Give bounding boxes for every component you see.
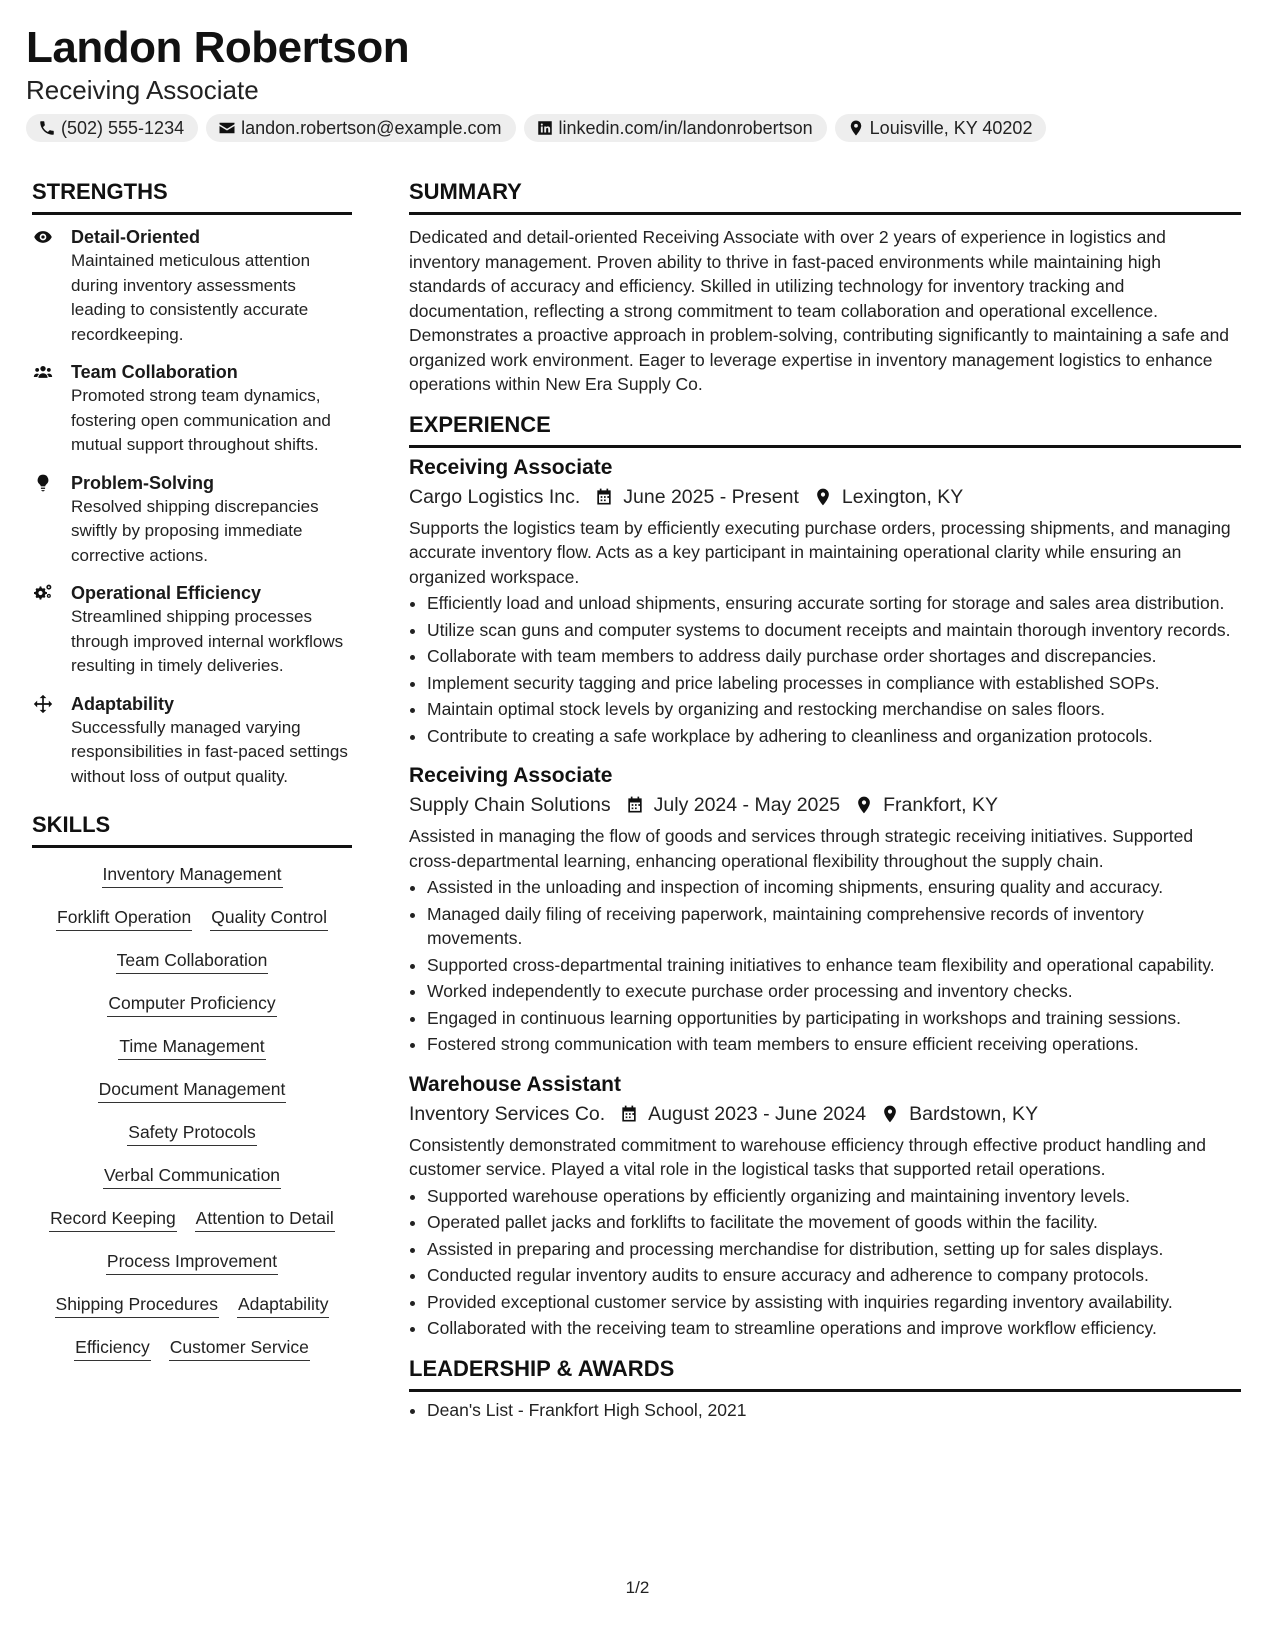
right-column [409, 178, 1241, 1424]
lightbulb-icon [32, 473, 54, 495]
skill-tag: Forklift Operation [56, 905, 192, 931]
strength-title: Operational Efficiency [71, 583, 262, 603]
job-entry [409, 454, 1241, 749]
strength-title: Problem-Solving [71, 472, 215, 493]
contact-linkedin[interactable] [524, 114, 827, 142]
job-description: Consistently demonstrated commitment to warehouse efficiency through effective product handling and customer service. Played a vital role in the logistical tasks that supported retail operations. [409, 1134, 1207, 1179]
strength-title: Team Collaboration [71, 362, 238, 382]
skill-row [32, 1249, 352, 1275]
job-meta [409, 1099, 1241, 1129]
job-company: Cargo Logistics Inc. [409, 485, 581, 508]
contact-location-text: Louisville, KY 40202 [869, 117, 1033, 138]
job-bullets [409, 875, 1241, 1057]
skill-row [32, 1206, 352, 1232]
skill-tag: Safety Protocols [127, 1120, 256, 1146]
contact-phone[interactable] [26, 114, 198, 142]
job-meta [409, 482, 1241, 512]
skill-tag: Attention to Detail [195, 1206, 335, 1232]
job-bullet: • Managed daily filing of receiving paperwork, maintaining comprehensive records of inventory movements. [427, 902, 1241, 951]
job-dates: June 2025 - Present [623, 485, 799, 508]
job-title: Warehouse Assistant [409, 1072, 621, 1096]
job-bullet: • Supported cross-departmental training initiatives to enhance team flexibility and operational capability. [427, 953, 1241, 978]
calendar-icon [594, 487, 614, 507]
contact-linkedin-text: linkedin.com/in/landonrobertson [558, 117, 813, 138]
left-column [32, 178, 352, 1378]
job-company: Supply Chain Solutions [409, 794, 611, 816]
calendar-icon [625, 795, 645, 815]
skill-tag: Document Management [98, 1077, 287, 1103]
candidate-name: Landon Robertson [26, 23, 410, 72]
map-pin-icon [847, 119, 865, 137]
job-bullet: • Efficiently load and unload shipments, ensuring accurate sorting for storage and sales area distribution. [427, 591, 1241, 616]
job-bullet: • Utilize scan guns and computer systems to document receipts and maintain thorough inventory records. [427, 618, 1241, 643]
strength-desc: Successfully managed varying responsibilities in fast-paced settings without loss of output quality. [71, 717, 348, 786]
strength-item [32, 692, 352, 790]
job-meta [409, 790, 1241, 820]
leadership-list [409, 1398, 1241, 1423]
skill-tag: Inventory Management [102, 862, 283, 888]
job-company: Inventory Services Co. [409, 1102, 606, 1125]
skill-tag: Record Keeping [49, 1206, 177, 1232]
job-dates: July 2024 - May 2025 [653, 794, 841, 816]
job-entry [409, 1071, 1241, 1341]
phone-icon [38, 119, 56, 137]
experience-list [409, 454, 1241, 1341]
map-pin-icon [854, 795, 874, 815]
job-bullet: • Contribute to creating a safe workplace by adhering to cleanliness and organization protocols. [427, 724, 1241, 749]
job-bullet: • Collaborated with the receiving team to streamline operations and improve workflow efficiency. [427, 1316, 1241, 1341]
strength-item [32, 360, 352, 458]
skill-row [32, 905, 352, 931]
contact-location[interactable] [835, 114, 1047, 142]
strength-title: Adaptability [71, 693, 175, 714]
leadership-heading: LEADERSHIP & AWARDS [409, 1355, 1241, 1392]
skill-tag: Process Improvement [106, 1249, 278, 1275]
map-pin-icon [880, 1104, 900, 1124]
award-item: • Dean's List - Frankfort High School, 2021 [427, 1398, 1241, 1423]
job-bullet: • Maintain optimal stock levels by organizing and restocking merchandise on sales floors. [427, 697, 1241, 722]
skill-row [32, 1292, 352, 1318]
envelope-icon [218, 119, 236, 137]
job-title: Receiving Associate [409, 455, 613, 479]
strength-item [32, 581, 352, 679]
strength-desc: Resolved shipping discrepancies swiftly by proposing immediate corrective actions. [71, 496, 319, 565]
skill-row [32, 948, 352, 974]
strength-desc: Streamlined shipping processes through improved internal workflows resulting in timely deliveries. [71, 607, 344, 675]
contact-bar [26, 114, 1249, 142]
job-bullet: • Fostered strong communication with team members to ensure efficient receiving operations. [427, 1032, 1241, 1057]
job-bullets [409, 591, 1241, 748]
strengths-heading: STRENGTHS [32, 178, 352, 215]
arrows-move-icon [32, 694, 54, 716]
job-bullet: • Provided exceptional customer service by assisting with inquiries regarding inventory availability. [427, 1290, 1241, 1315]
skill-row [32, 1077, 352, 1103]
contact-email-text: landon.robertson@example.com [241, 117, 502, 138]
skill-row [32, 991, 352, 1017]
map-pin-icon [813, 487, 833, 507]
job-bullet: • Supported warehouse operations by efficiently organizing and maintaining inventory levels. [427, 1184, 1241, 1209]
strength-item [32, 225, 352, 347]
job-dates: August 2023 - June 2024 [648, 1102, 867, 1125]
job-bullet: • Worked independently to execute purchase order processing and inventory checks. [427, 979, 1241, 1004]
job-bullet: • Implement security tagging and price labeling processes in compliance with established SOPs. [427, 671, 1241, 696]
skill-row [32, 1120, 352, 1146]
skill-tag: Team Collaboration [116, 948, 269, 974]
resume-header [26, 22, 1249, 142]
job-location: Frankfort, KY [883, 794, 998, 816]
job-entry [409, 762, 1241, 1057]
skill-tag: Efficiency [74, 1335, 151, 1361]
calendar-icon [619, 1104, 639, 1124]
gears-icon [32, 583, 54, 605]
contact-email[interactable] [206, 114, 515, 142]
skill-row [32, 1163, 352, 1189]
job-bullet: • Assisted in the unloading and inspection of incoming shipments, ensuring quality and accuracy. [427, 875, 1241, 900]
strength-desc: Promoted strong team dynamics, fostering open communication and mutual support throughout shifts. [71, 386, 331, 454]
summary-heading: SUMMARY [409, 178, 1241, 215]
job-bullet: • Assisted in preparing and processing merchandise for distribution, setting up for sales displays. [427, 1237, 1241, 1262]
skills-heading: SKILLS [32, 811, 352, 848]
linkedin-icon [536, 119, 554, 137]
contact-phone-text: (502) 555-1234 [61, 117, 185, 138]
job-description: Supports the logistics team by efficiently executing purchase orders, processing shipments, and managing accurate inventory flow. Acts as a key participant in maintaining operational clarity while ensuring an organized workspace. [409, 517, 1231, 587]
strength-title: Detail-Oriented [71, 227, 201, 247]
skill-tag: Shipping Procedures [55, 1292, 219, 1318]
job-bullet: • Conducted regular inventory audits to ensure accuracy and adherence to company protocols. [427, 1263, 1241, 1288]
job-bullets [409, 1184, 1241, 1341]
job-title: Receiving Associate [409, 764, 613, 787]
job-bullet: • Collaborate with team members to address daily purchase order shortages and discrepancies. [427, 644, 1241, 669]
skill-row [32, 862, 352, 888]
skill-row [32, 1034, 352, 1060]
skill-tag: Verbal Communication [103, 1163, 281, 1189]
skill-tag: Quality Control [210, 905, 328, 931]
skills-list [32, 858, 352, 1361]
job-bullet: • Engaged in continuous learning opportunities by participating in workshops and training sessions. [427, 1006, 1241, 1031]
skill-tag: Customer Service [169, 1335, 310, 1361]
summary-text: Dedicated and detail-oriented Receiving Associate with over 2 years of experience in logistics and inventory management. Proven ability to thrive in fast-paced environments while maintaining high standards of accuracy and efficiency. Skilled in utilizing technology for inventory tracking and documentation, reflecting a strong commitment to team collaboration and operational excellence. Demonstrates a proactive approach in problem-solving, contributing significantly to maintaining a safe and organized work environment. Eager to leverage expertise in inventory management logistics to enhance operations within New Era Supply Co. [409, 227, 1230, 394]
job-location: Bardstown, KY [909, 1102, 1039, 1125]
experience-heading: EXPERIENCE [409, 411, 1241, 448]
job-bullet: • Operated pallet jacks and forklifts to facilitate the movement of goods within the facility. [427, 1210, 1241, 1235]
page-number: 1/2 [625, 1578, 650, 1597]
skill-tag: Adaptability [237, 1292, 329, 1318]
job-description: Assisted in managing the flow of goods and services through strategic receiving initiatives. Supported cross-departmental learning, enhancing operational flexibility throughout the supply chain. [409, 826, 1194, 871]
job-location: Lexington, KY [841, 485, 964, 508]
skill-row [32, 1335, 352, 1361]
strength-item [32, 471, 352, 569]
candidate-title: Receiving Associate [26, 75, 259, 105]
skill-tag: Computer Proficiency [107, 991, 276, 1017]
strength-desc: Maintained meticulous attention during inventory assessments leading to consistently accurate recordkeeping. [71, 251, 311, 344]
eye-icon [32, 227, 54, 249]
skill-tag: Time Management [118, 1034, 265, 1060]
users-icon [32, 362, 54, 384]
